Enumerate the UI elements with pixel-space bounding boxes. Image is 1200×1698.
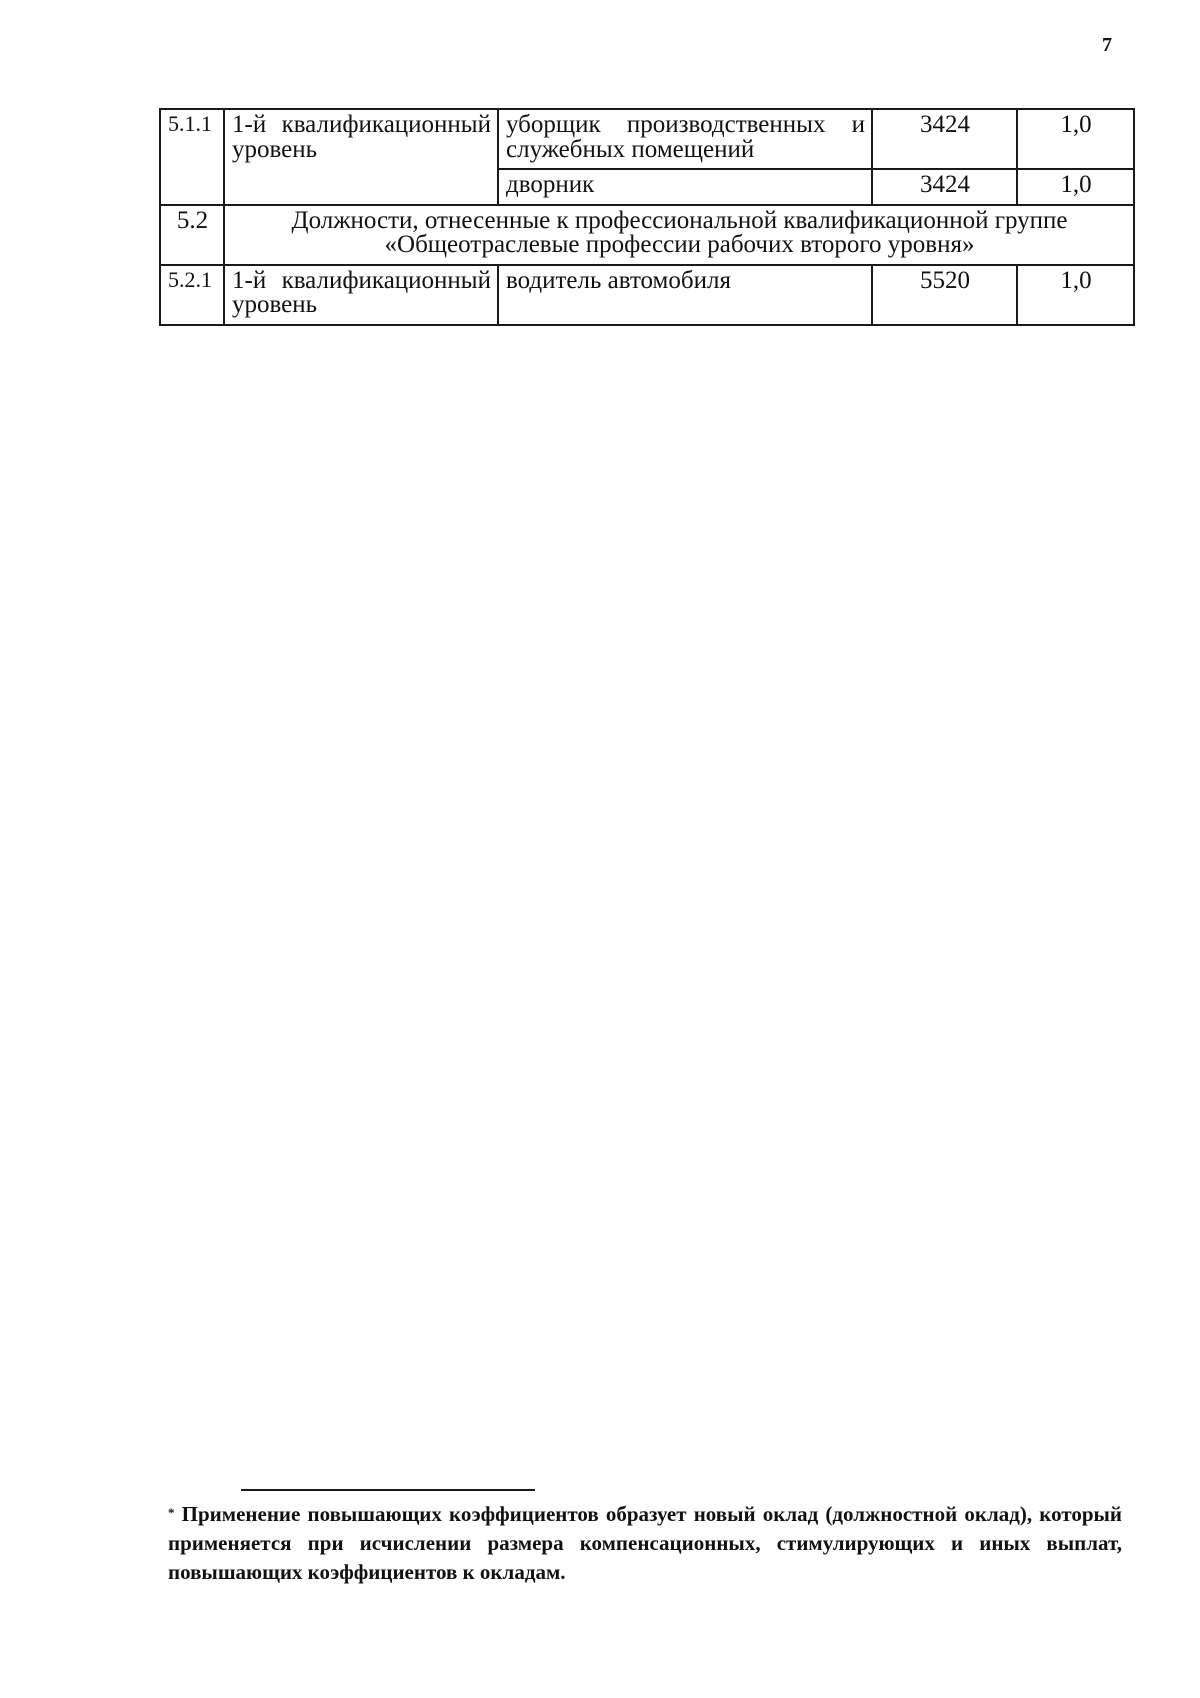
footnote-text: Применение повышающих коэффициентов образует новый оклад (должностной оклад), который применяется при исчислении размера компенсационных, стимулирующих и иных выплат, повышающих коэффициентов к окладам. <box>168 1502 1123 1584</box>
salary-table <box>159 108 1135 326</box>
footnote-marker: * <box>168 1505 175 1520</box>
position-name: уборщик производственных и служебных помещений <box>498 109 872 169</box>
raise-coefficient: 1,0 <box>1017 169 1134 205</box>
base-salary: 3424 <box>872 169 1017 205</box>
row-number: 5.1.1 <box>160 109 224 205</box>
table-section-row <box>160 205 1134 265</box>
footnote-separator <box>241 1489 535 1491</box>
raise-coefficient: 1,0 <box>1017 109 1134 169</box>
base-salary: 5520 <box>872 265 1017 325</box>
base-salary: 3424 <box>872 109 1017 169</box>
position-name: водитель автомобиля <box>498 265 872 325</box>
section-number: 5.2 <box>160 205 224 265</box>
table-row <box>160 265 1134 325</box>
qualification-level: 1-й квалификационный уровень <box>224 109 498 205</box>
section-title: Должности, отнесенные к профессиональной квалификационной группе «Общеотраслевые профессии рабочих второго уровня» <box>224 205 1134 265</box>
qualification-level: 1-й квалификационный уровень <box>224 265 498 325</box>
table-row <box>160 109 1134 169</box>
footnote <box>168 1500 1122 1587</box>
raise-coefficient: 1,0 <box>1017 265 1134 325</box>
page-number: 7 <box>1102 34 1112 56</box>
position-name: дворник <box>498 169 872 205</box>
row-number: 5.2.1 <box>160 265 224 325</box>
